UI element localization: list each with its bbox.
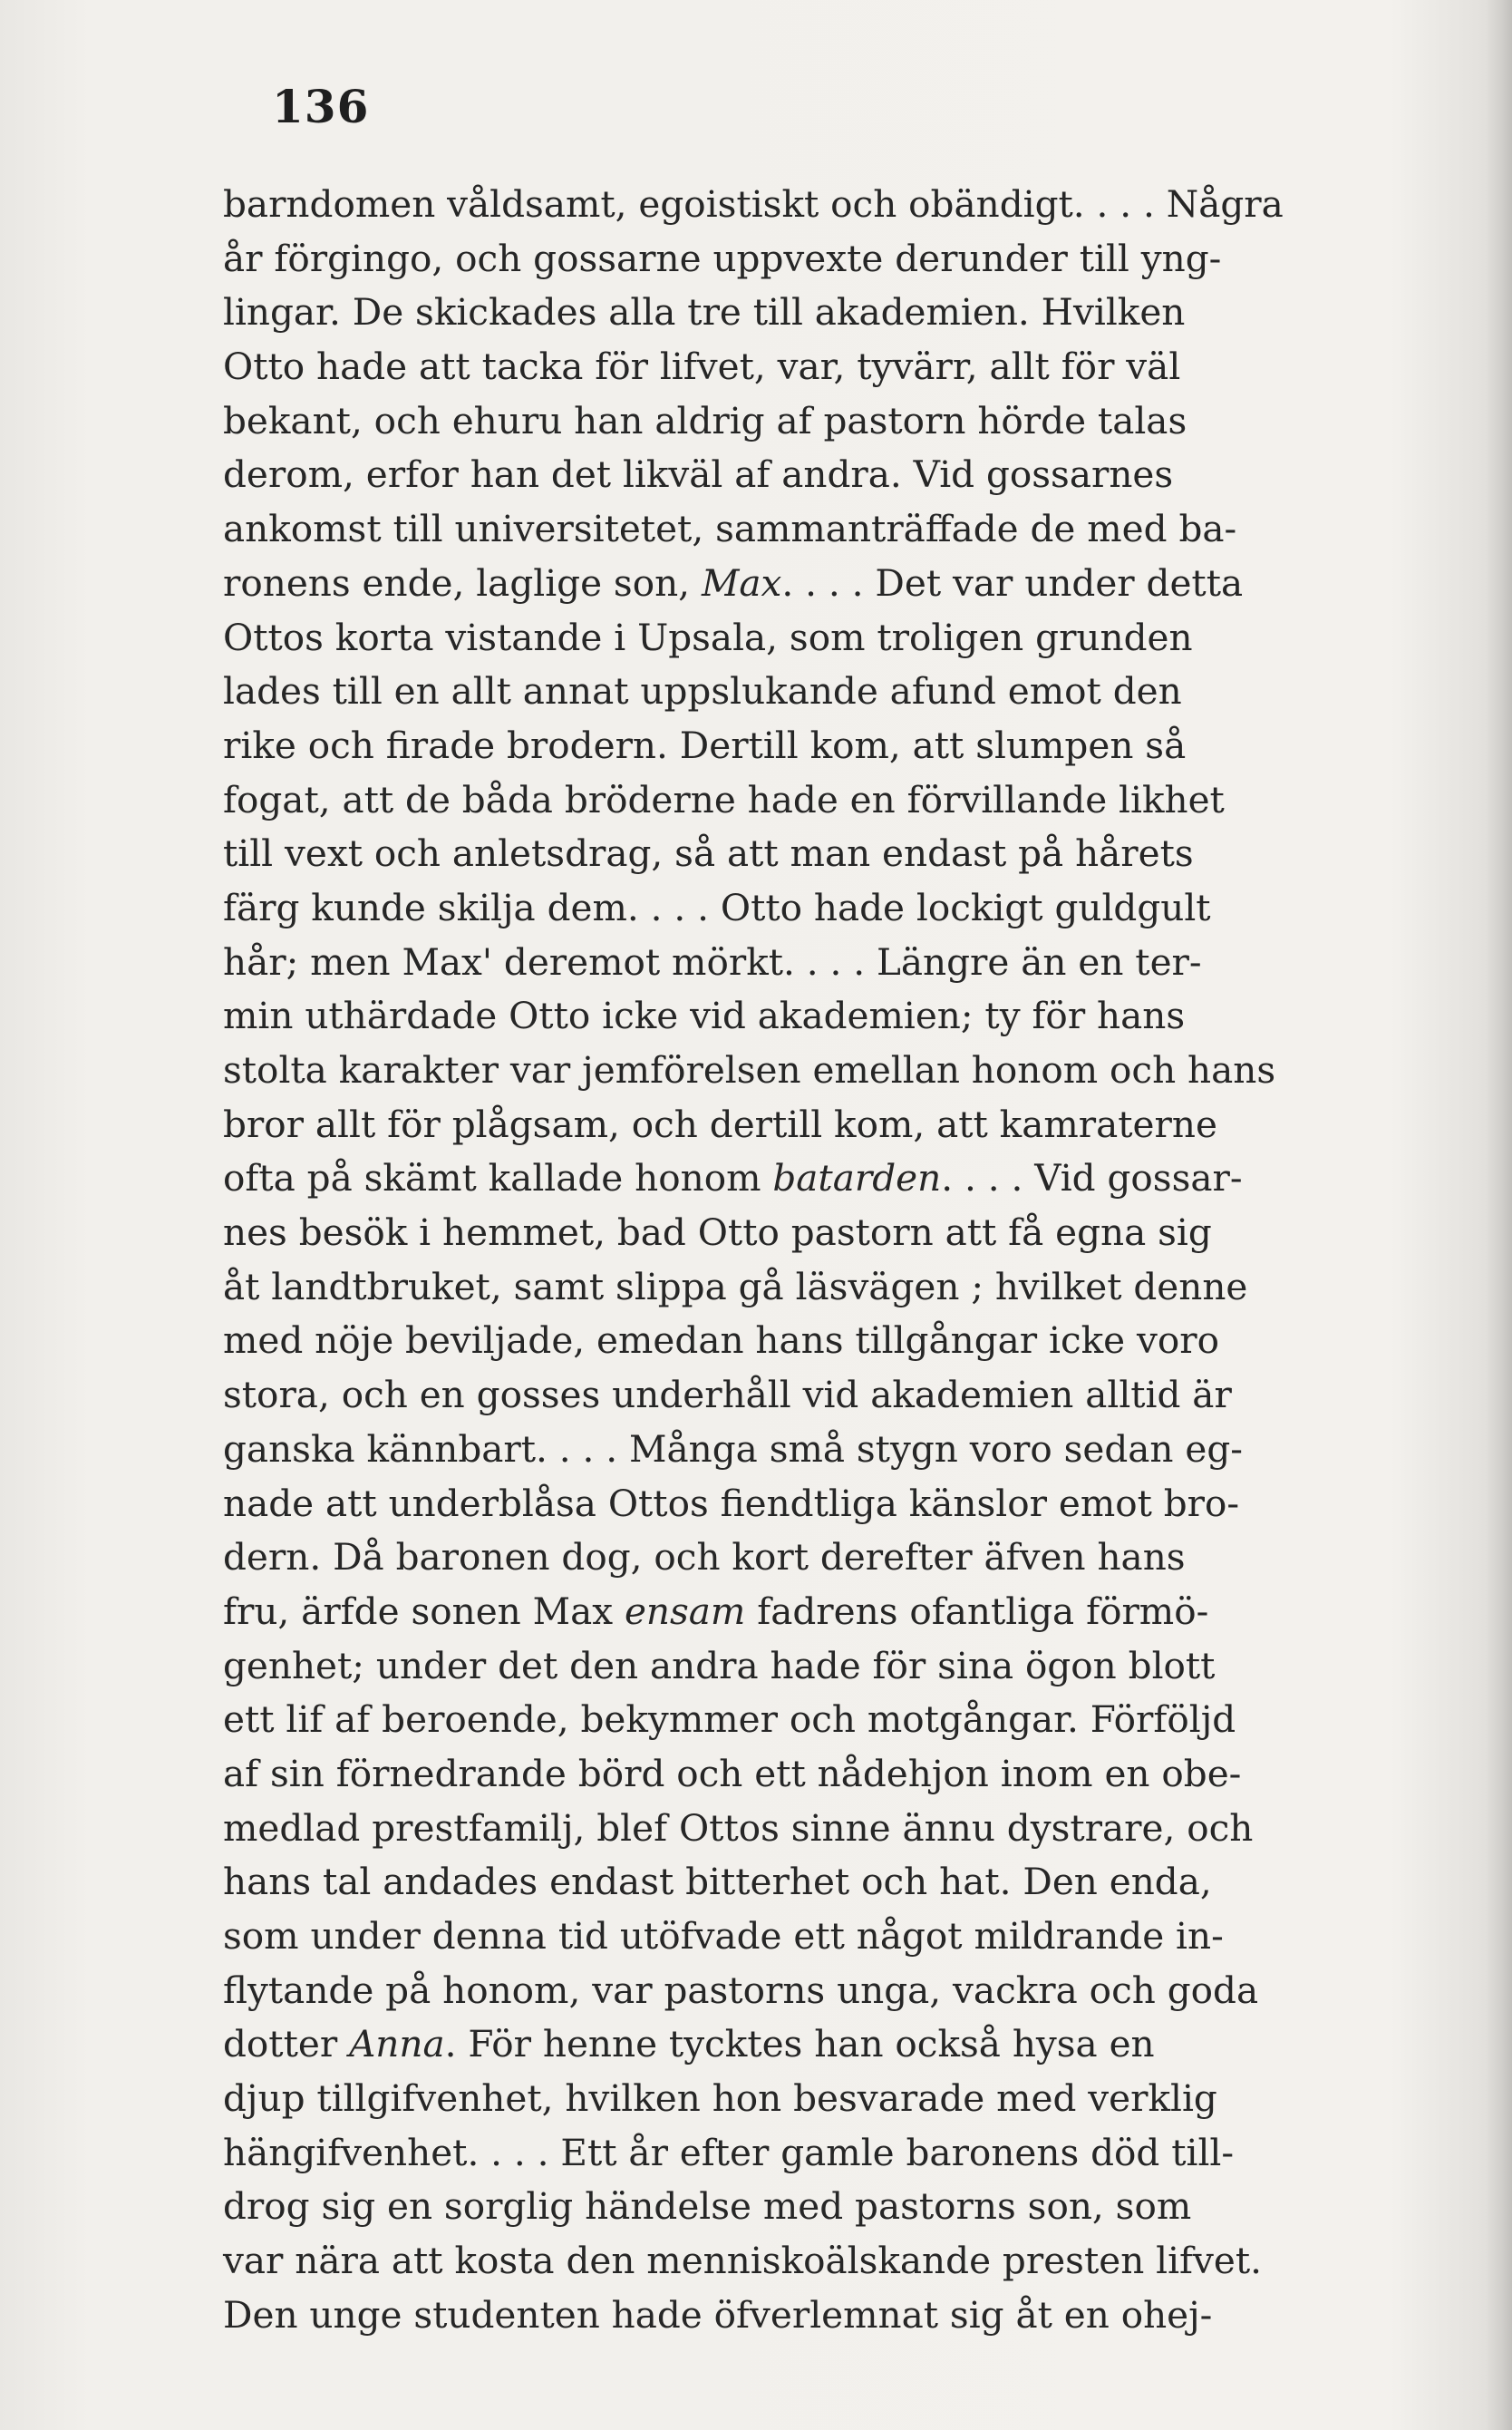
text-line: [223, 2072, 1410, 2126]
text-line: [223, 719, 1410, 773]
text-segment: bekant, och ehuru han aldrig af pastorn hörde talas: [223, 398, 1187, 442]
text-segment: till vext och anletsdrag, så att man endast på hårets: [223, 831, 1194, 876]
text-line: [223, 1314, 1410, 1368]
text-line: [223, 1585, 1410, 1639]
text-line: [223, 2017, 1410, 2072]
text-segment: . . . . Det var under detta: [781, 560, 1244, 605]
text-segment: åt landtbruket, samt slippa gå läsvägen ; hvilket denne: [223, 1264, 1248, 1308]
text-segment: fogat, att de båda bröderne hade en förvillande likhet: [223, 777, 1225, 821]
text-segment: derom, erfor han det likväl af andra. Vid gossarnes: [223, 452, 1174, 497]
text-segment: dern. Då baronen dog, och kort derefter äfven hans: [223, 1535, 1186, 1580]
text-line: [223, 502, 1410, 557]
text-segment: flytande på honom, var pastorns unga, vackra och goda: [223, 1968, 1259, 2012]
italic-text-segment: Anna: [349, 2022, 445, 2066]
text-line: [223, 1964, 1410, 2018]
text-segment: barndomen våldsamt, egoistiskt och obändigt. . . . Några: [223, 182, 1284, 226]
text-line: [223, 665, 1410, 719]
text-line: [223, 2126, 1410, 2181]
text-segment: lades till en allt annat uppslukande afund emot den: [223, 669, 1182, 714]
text-segment: genhet; under det den andra hade för sina ögon blott: [223, 1643, 1216, 1687]
text-segment: färg kunde skilja dem. . . . Otto hade lockigt guldgult: [223, 885, 1211, 929]
text-line: [223, 773, 1410, 828]
text-line: [223, 1693, 1410, 1747]
text-segment: hängifvenhet. . . . Ett år efter gamle baronens död till-: [223, 2130, 1235, 2174]
italic-text-segment: ensam: [624, 1589, 746, 1633]
italic-text-segment: Max: [701, 560, 782, 605]
text-line: [223, 1098, 1410, 1152]
text-segment: nade att underblåsa Ottos fiendtliga känslor emot bro-: [223, 1481, 1240, 1525]
text-line: [223, 286, 1410, 340]
text-segment: drog sig en sorglig händelse med pastorns son, som: [223, 2184, 1192, 2229]
text-line: [223, 2180, 1410, 2234]
text-segment: hans tal andades endast bitterhet och hat. Den enda,: [223, 1860, 1212, 1904]
text-segment: ett lif af beroende, bekymmer och motgångar. Förföljd: [223, 1697, 1236, 1742]
text-line: [223, 1206, 1410, 1260]
page-edge-shadow: [1485, 0, 1512, 2430]
text-segment: fru, ärfde sonen Max: [223, 1589, 625, 1633]
text-segment: hår; men Max' deremot mörkt. . . . Längre än en ter-: [223, 939, 1202, 984]
text-line: [223, 1477, 1410, 1531]
text-segment: rike och firade brodern. Dertill kom, att slumpen så: [223, 723, 1187, 767]
text-segment: med nöje beviljade, emedan hans tillgångar icke voro: [223, 1318, 1220, 1363]
text-segment: var nära att kosta den menniskoälskande presten lifvet.: [223, 2239, 1263, 2283]
text-line: [223, 2234, 1410, 2289]
text-line: [223, 394, 1410, 449]
text-line: [223, 1152, 1410, 1206]
text-segment: bror allt för plågsam, och dertill kom, att kamraterne: [223, 1102, 1217, 1146]
text-segment: . För henne tycktes han också hysa en: [444, 2022, 1155, 2066]
text-line: [223, 1260, 1410, 1315]
page-text-body: [223, 178, 1410, 2343]
text-line: [223, 1747, 1410, 1802]
text-line: [223, 1910, 1410, 1964]
text-segment: Otto hade att tacka för lifvet, var, tyvärr, allt för väl: [223, 345, 1181, 389]
italic-text-segment: batarden: [772, 1156, 942, 1200]
text-segment: nes besök i hemmet, bad Otto pastorn att få egna sig: [223, 1210, 1212, 1255]
text-line: [223, 1531, 1410, 1585]
text-line: [223, 1639, 1410, 1694]
text-line: [223, 827, 1410, 881]
text-segment: stolta karakter var jemförelsen emellan honom och hans: [223, 1048, 1276, 1092]
text-line: [223, 1044, 1410, 1098]
text-line: [223, 936, 1410, 990]
text-line: [223, 448, 1410, 502]
text-segment: min uthärdade Otto icke vid akademien; ty för hans: [223, 994, 1186, 1038]
text-line: [223, 881, 1410, 936]
text-segment: ganska kännbart. . . . Många små stygn voro sedan eg-: [223, 1426, 1243, 1471]
text-line: [223, 340, 1410, 394]
text-line: [223, 611, 1410, 666]
text-segment: lingar. De skickades alla tre till akademien. Hvilken: [223, 290, 1186, 335]
text-line: [223, 2289, 1410, 2343]
text-line: [223, 232, 1410, 287]
text-segment: djup tillgifvenhet, hvilken hon besvarade med verklig: [223, 2076, 1217, 2121]
text-segment: fadrens ofantliga förmö-: [745, 1589, 1209, 1633]
text-segment: af sin förnedrande börd och ett nådehjon inom en obe-: [223, 1751, 1242, 1795]
text-line: [223, 989, 1410, 1044]
text-segment: medlad prestfamilj, blef Ottos sinne ännu dystrare, och: [223, 1805, 1254, 1850]
text-segment: Ottos korta vistande i Upsala, som troligen grunden: [223, 615, 1193, 659]
text-line: [223, 557, 1410, 611]
text-segment: som under denna tid utöfvade ett något mildrande in-: [223, 1914, 1224, 1958]
text-segment: ofta på skämt kallade honom: [223, 1156, 773, 1200]
text-segment: . . . . Vid gossar-: [941, 1156, 1243, 1200]
text-line: [223, 1423, 1410, 1477]
text-line: [223, 1802, 1410, 1856]
text-line: [223, 178, 1410, 232]
text-segment: stora, och en gosses underhåll vid akademien alltid är: [223, 1373, 1232, 1417]
text-segment: Den unge studenten hade öfverlemnat sig åt en ohej-: [223, 2292, 1213, 2337]
text-line: [223, 1855, 1410, 1910]
text-segment: ankomst till universitetet, sammanträffade de med ba-: [223, 507, 1237, 551]
text-segment: dotter: [223, 2022, 350, 2066]
page-number: 136: [272, 80, 370, 133]
text-segment: år förgingo, och gossarne uppvexte derunder till yng-: [223, 236, 1222, 280]
text-line: [223, 1368, 1410, 1423]
text-segment: ronens ende, laglige son,: [223, 560, 702, 605]
